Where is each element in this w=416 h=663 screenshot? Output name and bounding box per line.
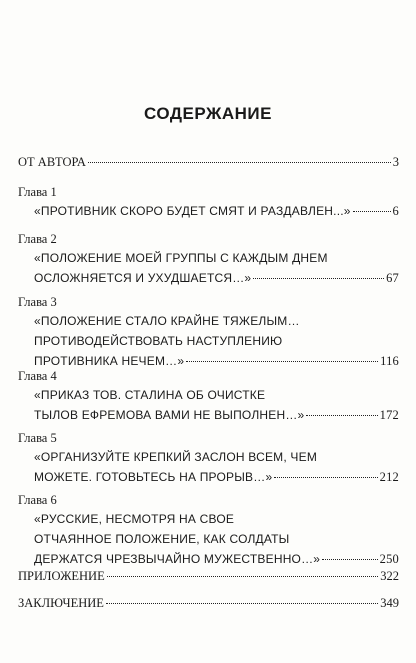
leader-dots <box>274 477 377 478</box>
chapter-title-line: ДЕРЖАТСЯ ЧРЕЗВЫЧАЙНО МУЖЕСТВЕННО…» <box>34 552 321 566</box>
page-number: 250 <box>379 552 399 566</box>
leader-dots <box>186 361 378 362</box>
toc-entry-label: ОТ АВТОРА <box>18 155 86 169</box>
page-number: 172 <box>379 408 399 422</box>
toc-entry-chapter-6[interactable] <box>34 509 399 569</box>
leader-dots <box>253 278 384 279</box>
chapter-label: Глава 6 <box>18 493 57 507</box>
leader-dots <box>88 162 391 163</box>
chapter-title-line: ТЫЛОВ ЕФРЕМОВА ВАМИ НЕ ВЫПОЛНЕН…» <box>34 408 305 422</box>
page-number: 6 <box>392 204 399 218</box>
chapter-title-line: «ПОЛОЖЕНИЕ СТАЛО КРАЙНЕ ТЯЖЕЛЫМ… <box>34 314 300 328</box>
chapter-title-line: ОСЛОЖНЯЕТСЯ И УХУДШАЕТСЯ…» <box>34 271 252 285</box>
toc-entry-conclusion[interactable] <box>18 594 399 613</box>
toc-entry-chapter-1[interactable] <box>34 201 399 221</box>
chapter-title-line: «РУССКИЕ, НЕСМОТРЯ НА СВОЕ <box>34 512 235 526</box>
toc-entry-chapter-2[interactable] <box>34 248 399 288</box>
toc-entry-label: ЗАКЛЮЧЕНИЕ <box>18 596 104 610</box>
page-number: 3 <box>392 155 399 169</box>
chapter-label: Глава 5 <box>18 431 57 445</box>
toc-entry-chapter-4[interactable] <box>34 385 399 425</box>
page-number: 67 <box>386 271 399 285</box>
chapter-label: Глава 2 <box>18 232 57 246</box>
chapter-title-line: ПРОТИВНИКА НЕЧЕМ…» <box>34 354 185 368</box>
leader-dots <box>106 603 378 604</box>
chapter-title-line: «ПРИКАЗ ТОВ. СТАЛИНА ОБ ОЧИСТКЕ <box>34 388 266 402</box>
page-number: 212 <box>379 470 399 484</box>
chapter-title-line: ПРОТИВОДЕЙСТВОВАТЬ НАСТУПЛЕНИЮ <box>34 334 283 348</box>
page-title: СОДЕРЖАНИЕ <box>144 104 272 123</box>
leader-dots <box>107 576 379 577</box>
page-number: 116 <box>380 354 399 368</box>
chapter-label: Глава 1 <box>18 185 57 199</box>
toc-entry-chapter-3[interactable] <box>34 311 399 371</box>
page-number: 322 <box>380 569 399 583</box>
chapter-label: Глава 4 <box>18 369 57 383</box>
chapter-label: Глава 3 <box>18 295 57 309</box>
chapter-title-line: МОЖЕТЕ. ГОТОВЬТЕСЬ НА ПРОРЫВ…» <box>34 470 273 484</box>
chapter-title-line: «ПРОТИВНИК СКОРО БУДЕТ СМЯТ И РАЗДАВЛЕН...» <box>34 204 351 218</box>
toc-entry-chapter-5[interactable] <box>34 447 399 487</box>
leader-dots <box>353 211 391 212</box>
toc-entry-label: ПРИЛОЖЕНИЕ <box>18 569 105 583</box>
chapter-title-line: «ПОЛОЖЕНИЕ МОЕЙ ГРУППЫ С КАЖДЫМ ДНЕМ <box>34 251 328 265</box>
chapter-title-line: ОТЧАЯННОЕ ПОЛОЖЕНИЕ, КАК СОЛДАТЫ <box>34 532 290 546</box>
leader-dots <box>306 415 377 416</box>
leader-dots <box>322 559 377 560</box>
chapter-title-line: «ОРГАНИЗУЙТЕ КРЕПКИЙ ЗАСЛОН ВСЕМ, ЧЕМ <box>34 450 318 464</box>
toc-entry-author[interactable] <box>18 153 399 172</box>
page-number: 349 <box>380 596 399 610</box>
toc-entry-appendix[interactable] <box>18 567 399 586</box>
